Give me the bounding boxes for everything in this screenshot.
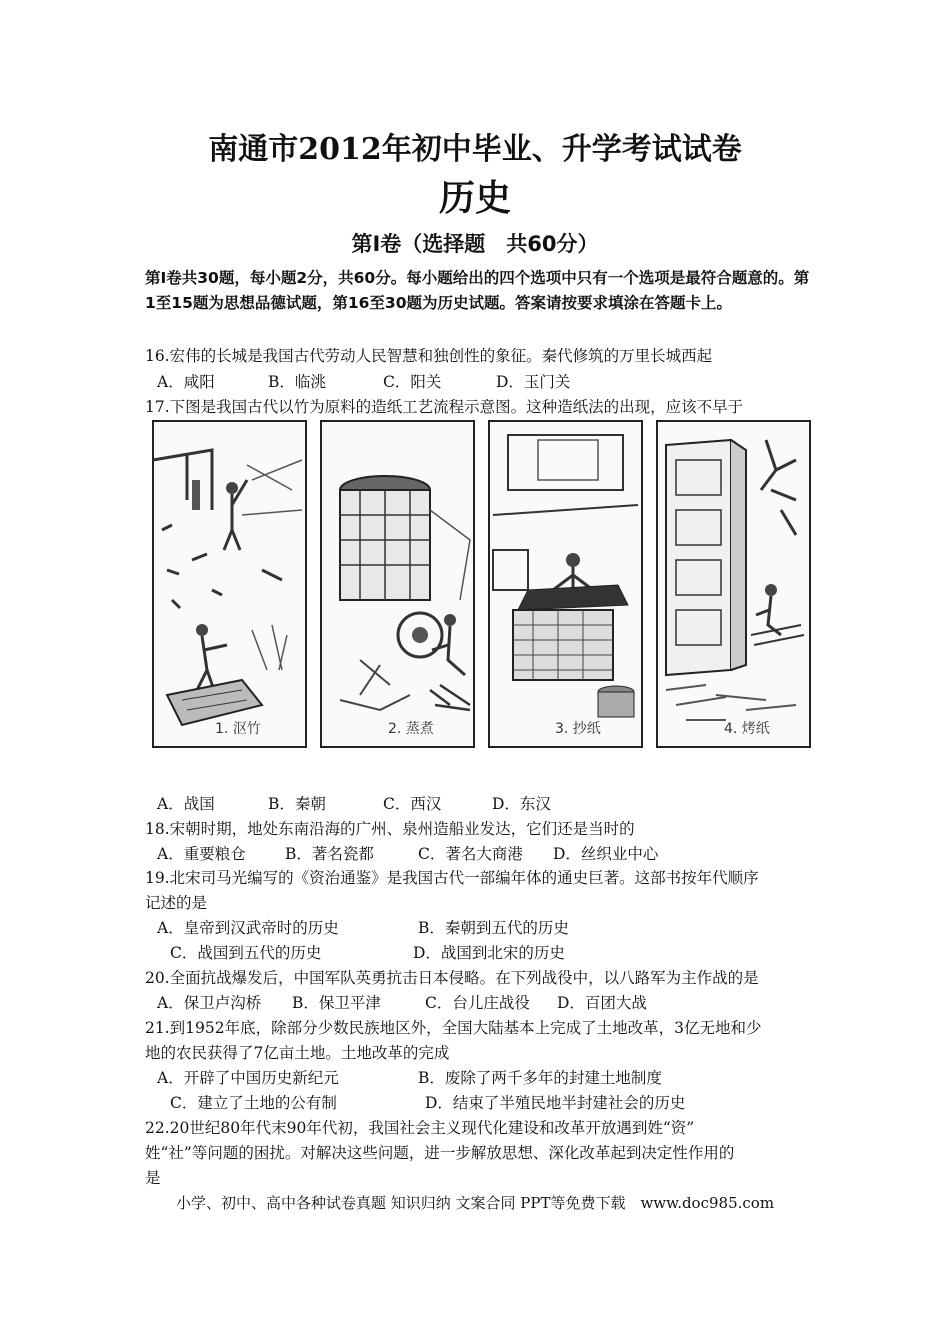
- q18-stem: 18.宋朝时期，地处东南沿海的广州、泉州造船业发达，它们还是当时的: [145, 820, 635, 838]
- instructions: 第Ⅰ卷共30题，每小题2分，共60分。每小题给出的四个选项中只有一个选项是最符合题意的。第1至15题为思想品德试题，第16至30题为历史试题。答案请按要求填涂在答题卡上。: [145, 269, 810, 312]
- footer-text: 小学、初中、高中各种试卷真题 知识归纳 文案合同 PPT等免费下载 www.doc985.com: [175, 1194, 775, 1212]
- q17-option-c: C．西汉: [383, 795, 442, 813]
- q21-option-c: C．建立了土地的公有制: [170, 1094, 337, 1112]
- q16-option-c: C．阳关: [383, 373, 442, 391]
- q20-option-a: A．保卫卢沟桥: [157, 994, 262, 1012]
- q19-option-c: C．战国到五代的历史: [170, 944, 322, 962]
- q22-stem-line3: 是: [145, 1169, 161, 1187]
- q18-option-c: C．著名大商港: [418, 845, 523, 863]
- q18-option-b: B．著名瓷都: [285, 845, 374, 863]
- q20-stem: 20.全面抗战爆发后，中国军队英勇抗击日本侵略。在下列战役中，以八路军为主作战的是: [145, 969, 759, 987]
- figure-caption-4: 4. 烤纸: [724, 721, 770, 737]
- q16-option-a: A．咸阳: [157, 373, 215, 391]
- q18-option-d: D．丝织业中心: [553, 845, 659, 863]
- q21-option-a: A．开辟了中国历史新纪元: [157, 1069, 339, 1087]
- q20-option-d: D．百团大战: [557, 994, 647, 1012]
- q18-option-a: A．重要粮仓: [157, 845, 246, 863]
- q17-option-a: A．战国: [157, 795, 215, 813]
- q19-stem-line1: 19.北宋司马光编写的《资治通鉴》是我国古代一部编年体的通史巨著。这部书按年代顺序: [145, 869, 759, 887]
- panel-boiling-illustration: [320, 420, 475, 748]
- figure-caption-1: 1. 沤竹: [215, 721, 261, 737]
- q19-option-a: A．皇帝到汉武帝时的历史: [157, 919, 339, 937]
- q21-option-b: B．废除了两千多年的封建土地制度: [418, 1069, 662, 1087]
- q20-option-c: C．台儿庄战役: [425, 994, 530, 1012]
- panel-soaking-bamboo-illustration: [152, 420, 307, 748]
- exam-title: 南通市2012年初中毕业、升学考试试卷: [208, 132, 742, 167]
- q17-stem: 17.下图是我国古代以竹为原料的造纸工艺流程示意图。这种造纸法的出现，应该不早于: [145, 398, 744, 416]
- q22-stem-line2: 姓“社”等问题的困扰。对解决这些问题，进一步解放思想、深化改革起到决定性作用的: [145, 1144, 735, 1162]
- q22-stem-line1: 22.20世纪80年代末90年代初，我国社会主义现代化建设和改革开放遇到姓“资”: [145, 1119, 695, 1137]
- figure-caption-2: 2. 蒸煮: [388, 721, 434, 737]
- section-heading: 第Ⅰ卷（选择题 共60分）: [351, 232, 599, 256]
- q16-stem: 16.宏伟的长城是我国古代劳动人民智慧和独创性的象征。秦代修筑的万里长城西起: [145, 347, 713, 365]
- q17-option-d: D．东汉: [492, 795, 551, 813]
- q19-stem-line2: 记述的是: [145, 894, 208, 912]
- q21-stem-line2: 地的农民获得了7亿亩土地。土地改革的完成: [145, 1044, 450, 1062]
- panel-drying-illustration: [656, 420, 811, 748]
- q16-option-b: B．临洮: [268, 373, 326, 391]
- q21-option-d: D．结束了半殖民地半封建社会的历史: [425, 1094, 686, 1112]
- q19-option-b: B．秦朝到五代的历史: [418, 919, 569, 937]
- q16-option-d: D．玉门关: [496, 373, 571, 391]
- q19-option-d: D．战国到北宋的历史: [413, 944, 565, 962]
- subject-title: 历史: [438, 178, 511, 219]
- papermaking-figure: [142, 412, 812, 757]
- panel-sheet-forming-illustration: [488, 420, 643, 748]
- q21-stem-line1: 21.到1952年底，除部分少数民族地区外，全国大陆基本上完成了土地改革，3亿无地和少: [145, 1019, 762, 1037]
- q20-option-b: B．保卫平津: [292, 994, 381, 1012]
- q17-option-b: B．秦朝: [268, 795, 326, 813]
- figure-caption-3: 3. 抄纸: [555, 721, 601, 737]
